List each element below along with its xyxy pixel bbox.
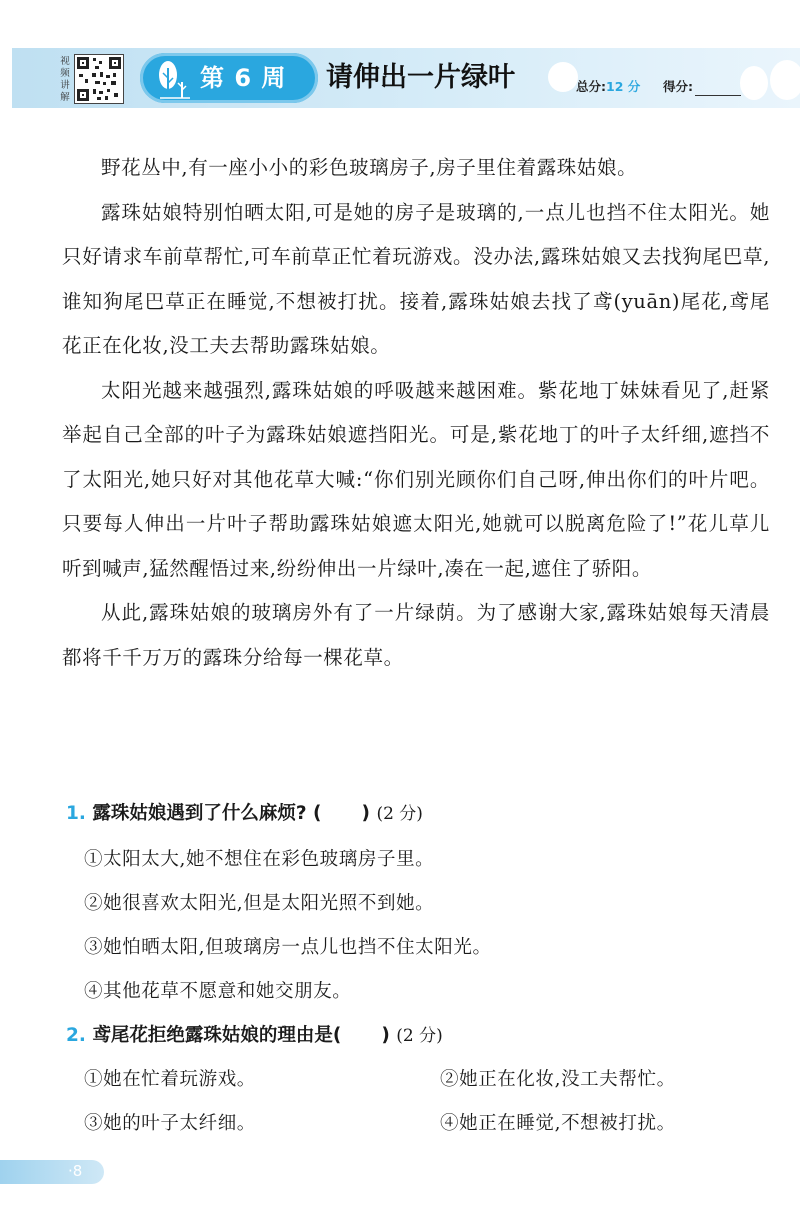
score-blank[interactable] bbox=[695, 83, 741, 96]
header bbox=[0, 0, 800, 110]
cloud-decoration bbox=[548, 62, 578, 92]
option: ③她怕晒太阳,但玻璃房一点儿也挡不住太阳光。 bbox=[84, 937, 492, 958]
question-number: 1. bbox=[66, 803, 86, 824]
option: ②她正在化妆,没工夫帮忙。 bbox=[440, 1069, 676, 1090]
paragraph: 露珠姑娘特别怕晒太阳,可是她的房子是玻璃的,一点儿也挡不住太阳光。她只好请求车前草帮忙,可车前草正忙着玩游戏。没办法,露珠姑娘又去找狗尾巴草,谁知狗尾巴草正在睡觉,不想被打扰。接着,露珠姑娘去找了鸢(yuān)尾花,鸢尾花正在化妆,没工夫去帮助露珠姑娘。 bbox=[62, 200, 770, 357]
answer-open-paren: ( bbox=[332, 1025, 342, 1046]
option: ①太阳太大,她不想住在彩色玻璃房子里。 bbox=[84, 849, 435, 870]
option: ③她的叶子太纤细。 bbox=[84, 1113, 256, 1134]
question-text: 露珠姑娘遇到了什么麻烦? bbox=[92, 803, 307, 824]
answer-open-paren: ( bbox=[313, 803, 322, 824]
qr-label: 视频讲解 bbox=[60, 56, 70, 103]
tree-icon bbox=[150, 58, 196, 100]
answer-close-paren: ) bbox=[361, 803, 370, 824]
score-total-label: 总分: bbox=[576, 79, 606, 94]
option: ①她在忙着玩游戏。 bbox=[84, 1069, 256, 1090]
question-2 bbox=[66, 1022, 766, 1050]
option: ②她很喜欢太阳光,但是太阳光照不到她。 bbox=[84, 893, 435, 914]
qr-code-icon[interactable] bbox=[74, 54, 124, 104]
score-total: 12 分 bbox=[606, 79, 641, 94]
cloud-decoration bbox=[740, 66, 768, 100]
paragraph: 从此,露珠姑娘的玻璃房外有了一片绿荫。为了感谢大家,露珠姑娘每天清晨都将千千万万的露珠分给每一棵花草。 bbox=[62, 601, 770, 669]
paragraph: 野花丛中,有一座小小的彩色玻璃房子,房子里住着露珠姑娘。 bbox=[101, 156, 638, 179]
option: ④她正在睡觉,不想被打扰。 bbox=[440, 1113, 676, 1134]
page-number-tab bbox=[0, 1160, 104, 1184]
page-number: ·8 bbox=[68, 1162, 83, 1180]
question-text: 鸢尾花拒绝露珠姑娘的理由是 bbox=[92, 1025, 333, 1046]
option: ④其他花草不愿意和她交朋友。 bbox=[84, 981, 352, 1002]
page-title: 请伸出一片绿叶 bbox=[326, 62, 515, 93]
paragraph: 太阳光越来越强烈,露珠姑娘的呼吸越来越困难。紫花地丁妹妹看见了,赶紧举起自己全部的叶子为露珠姑娘遮挡阳光。可是,紫花地丁的叶子太纤细,遮挡不了太阳光,她只好对其他花草大喊:“你们别光顾你们自己呀,伸出你们的叶片吧。只要每人伸出一片叶子帮助露珠姑娘遮太阳光,她就可以脱离危险了!”花儿草儿听到喊声,猛然醒悟过来,纷纷伸出一片绿叶,凑在一起,遮住了骄阳。 bbox=[62, 378, 770, 580]
score-got-label: 得分: bbox=[662, 79, 693, 94]
answer-close-paren: ) bbox=[381, 1025, 390, 1046]
question-1 bbox=[66, 800, 766, 828]
question-number: 2. bbox=[66, 1025, 86, 1046]
question-points: (2 分) bbox=[396, 1026, 443, 1046]
score-box bbox=[576, 78, 741, 96]
week-label: 第 6 周 bbox=[200, 64, 287, 92]
question-points: (2 分) bbox=[376, 804, 423, 824]
cloud-decoration bbox=[770, 60, 800, 100]
passage bbox=[62, 146, 770, 680]
